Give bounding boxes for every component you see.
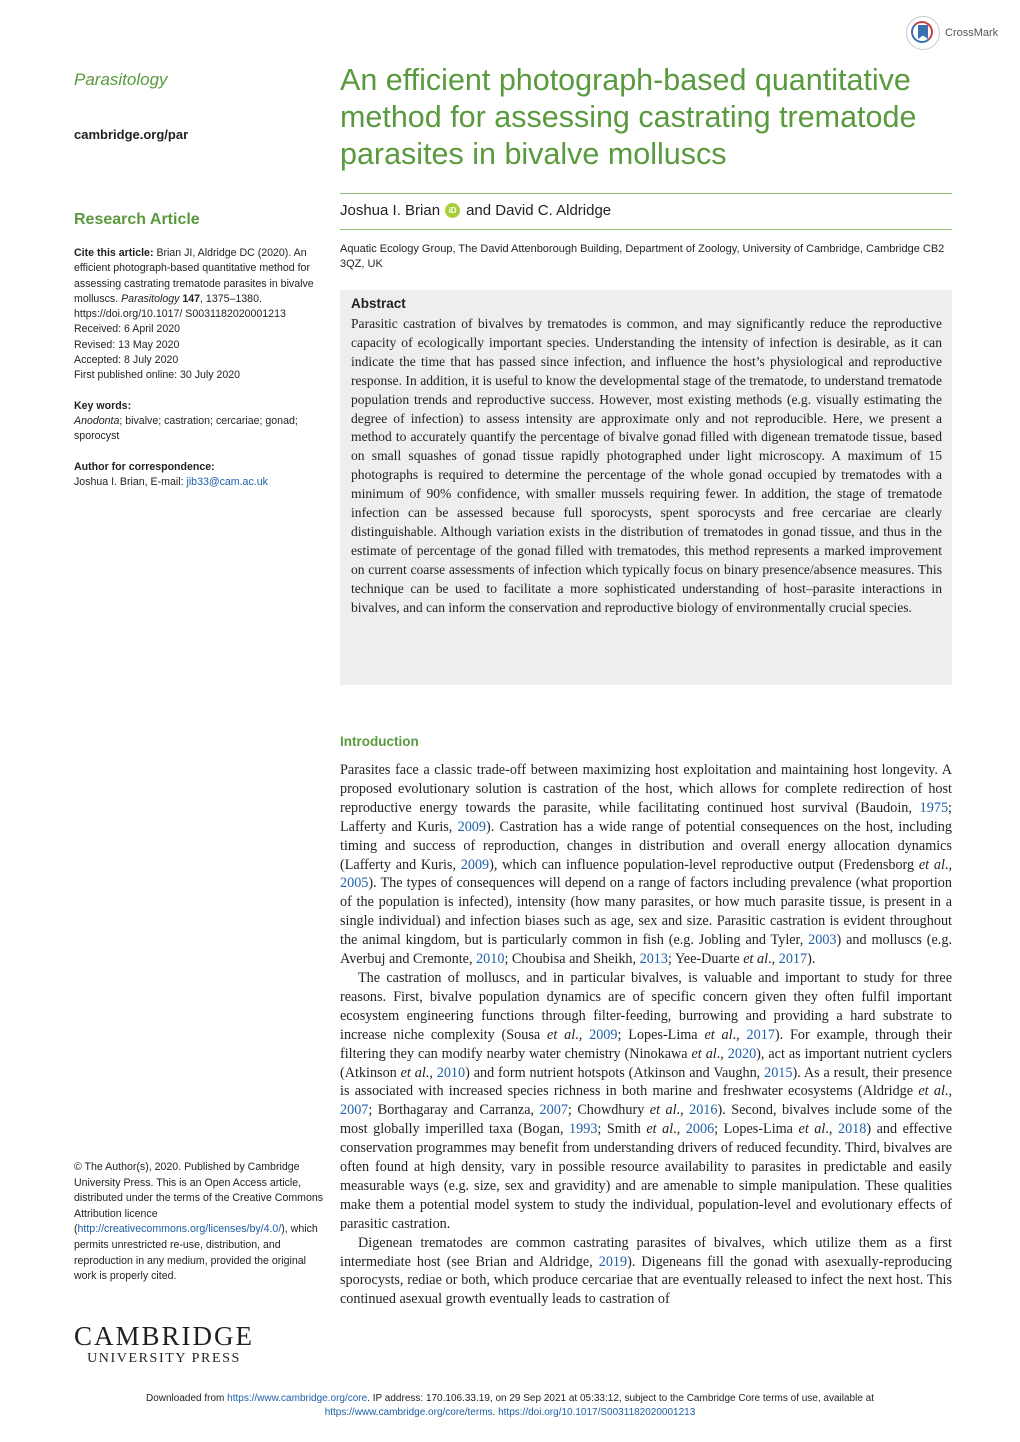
ref-link[interactable]: 2020 (727, 1045, 757, 1062)
ref-link[interactable]: 2007 (340, 1102, 369, 1119)
affiliation: Aquatic Ecology Group, The David Attenborough Building, Department of Zoology, University of Cambridge, Cambridge CB2 3QZ, UK (340, 243, 945, 270)
ref-link[interactable]: 2017 (746, 1026, 775, 1043)
crossmark-icon (906, 16, 940, 50)
ref-link[interactable]: 1993 (569, 1121, 598, 1138)
ref-link[interactable]: 2005 (340, 875, 369, 892)
ref-link[interactable]: 2019 (598, 1253, 628, 1270)
abstract-heading: Abstract (351, 296, 406, 311)
ref-link[interactable]: 2006 (685, 1121, 715, 1138)
ref-link[interactable]: 2010 (436, 1064, 466, 1081)
cite-label: Cite this article: (74, 247, 154, 259)
paragraph-2: The castration of molluscs, and in particular bivalves, is valuable and important to study for three reasons. First, bivalve population dynamics are of specific concern given they often fulfil important ecosystem engineering functions through filter-feeding, burrowing and providing a hard substrate to increase niche complexity (Sousa et al., 2009; Lopes-Lima et al., 2017). For example, through their filtering they can modify nearby water chemistry (Ninokawa et al., 2020), act as important nutrient cyclers (Atkinson et al., 2010) and form nutrient hotspots (Atkinson and Vaughn, 2015). As a result, their presence is associated with increased species richness in both marine and freshwater ecosystems (Aldridge et al., 2007; Borthagaray and Carranza, 2007; Chowdhury et al., 2016). Second, bivalves include some of the most globally imperilled taxa (Bogan, 1993; Smith et al., 2006; Lopes-Lima et al., 2018) and effective conservation programmes may benefit from understanding drivers of reduced fecundity. Third, bivalves are often found at high density, vary in possible resource availability to parasites in predictable and easily measurable ways (e.g. size, sex and gravidity) and are amenable to simple manipulation. These qualities make them a potential model system to study the individual, population-level and evolutionary effects of parasitic castration. (340, 969, 953, 1232)
section-heading-introduction: Introduction (340, 734, 419, 749)
cite-volume: 147 (182, 292, 201, 305)
cite-text: Brian JI, Aldridge DC (2020). An efficient photograph-based quantitative method for assessing castrating trematode parasites in bivalve molluscs. (74, 247, 314, 305)
keyword-anodonta: Anodonta (74, 414, 120, 427)
author-aldridge: and David C. Aldridge (466, 202, 612, 219)
keywords-label: Key words: (74, 399, 132, 412)
publisher-logo-line1: CAMBRIDGE (74, 1321, 255, 1351)
date-revised: Revised: 13 May 2020 (74, 338, 180, 351)
crossmark-label: CrossMark (945, 27, 999, 39)
correspondence-email[interactable]: jib33@cam.ac.uk (186, 475, 268, 488)
abstract-text: Parasitic castration of bivalves by trematodes is common, and may significantly reduce the reproductive capacity of ecologically important species. Understanding the intensity of infection is desirable, as it can indicate the time that has passed since infection, and influence the host’s physiological and reproductive response. In addition, it is useful to know the developmental stage of the trematode, to understand trematode population trends and reproductive success. However, most existing methods (e.g. visually estimating the degree of infection) to assess intensity are approximate only and not reproducible. Here, we present a method to accurately quantify the percentage of bivalve gonad filled with digenean trematode tissue, based on small squashes of gonad tissue rapidly photographed under light microscopy. A maximum of 15 photographs is required to determine the percentage of the whole gonad occupied by trematodes with a minimum of 90% confidence, with smaller mussels requiring fewer. In addition, the stage of trematode infection can be assessed because full sporocysts, spent sporocysts and free cercariae are clearly distinguishable. Although variation exists in the distribution of trematodes in gonad tissue, and thus in the estimate of percentage of the gonad filled with trematodes, this method represents a marked improvement on current coarse assessments of infection which typically focus on binary presence/absence measures. This technique can be used to facilitate a more sophisticated understanding of host–parasite interactions in bivalves, and can inform the conservation and reproductive biology of environmentally crucial species. (351, 316, 942, 615)
abstract-box (340, 290, 952, 685)
date-published: First published online: 30 July 2020 (74, 369, 241, 382)
publisher-logo-line2: UNIVERSITY PRESS (87, 1351, 241, 1366)
ref-link[interactable]: 2017 (778, 951, 808, 968)
keywords (74, 399, 324, 445)
journal-name: Parasitology (74, 70, 168, 89)
correspondence-label: Author for correspondence: (74, 460, 215, 473)
author-divider (340, 229, 952, 230)
author-list (340, 202, 611, 219)
paragraph-1: Parasites face a classic trade-off between maximizing host exploitation and maintaining host longevity. A proposed evolutionary solution is castration of the host, which allows for complete redirection of host reproductive energy towards the parasite, while facilitating continued host survival (Baudoin, 1975; Lafferty and Kuris, 2009). Castration has a wide range of potential consequences on the host, including timing and success of reproduction, changes in distribution and overall energy allocation dynamics (Lafferty and Kuris, 2009), which can influence population-level reproductive output (Fredensborg et al., 2005). The types of consequences will depend on a range of factors including prevalence (what proportion of the population is infected), intensity (how many parasites, or how much parasite tissue, is present in a single individual) and infection biases such as age, sex and size. Parasitic castration is evident throughout the animal kingdom, but is particularly common in fish (e.g. Jobling and Tyler, 2003) and molluscs (e.g. Averbuj and Cremonte, 2010; Choubisa and Sheikh, 2013; Yee-Duarte et al., 2017). (340, 762, 952, 968)
ref-link[interactable]: 2010 (476, 951, 505, 968)
title-divider (340, 193, 952, 194)
ref-link[interactable]: 2018 (837, 1121, 867, 1138)
citation (74, 246, 324, 322)
license-link[interactable]: http://creativecommons.org/licenses/by/4.0/ (77, 1223, 282, 1236)
ref-link[interactable]: 2009 (589, 1026, 618, 1043)
publisher-logo (74, 1322, 254, 1368)
article-title: An efficient photograph-based quantitative method for assessing castrating trematode parasites in bivalve molluscs (340, 63, 917, 171)
orcid-icon[interactable]: iD (445, 203, 460, 218)
introduction-body (340, 761, 952, 1309)
paragraph-3: Digenean trematodes are common castrating parasites of bivalves, which utilize them as a first intermediate host (see Brian and Aldridge, 2019). Digeneans fill the gonad with asexually-reproducing sporocysts, rediae or both, which produce cercariae that are eventually released to infect the next host. This continued asexual growth eventually leads to castration of (340, 1234, 952, 1308)
dates (74, 322, 324, 383)
cite-journal: Parasitology (121, 292, 180, 305)
ref-link[interactable]: 2015 (764, 1064, 793, 1081)
ref-link[interactable]: 2009 (457, 818, 486, 835)
date-received: Received: 6 April 2020 (74, 323, 181, 336)
footer-core-link[interactable]: https://www.cambridge.org/core (227, 1393, 368, 1404)
author-brian[interactable]: Joshua I. Brian (340, 202, 441, 219)
footer-doi-link[interactable]: https://doi.org/10.1017/S0031182020001213 (498, 1407, 696, 1418)
ref-link[interactable]: 2016 (689, 1102, 718, 1119)
article-type: Research Article (74, 211, 200, 228)
download-footer: Downloaded from https://www.cambridge.org/core. IP address: 170.106.33.19, on 29 Sep 2021 at 05:33:12, subject to the Cambridge Core terms of use, available at https://www.cambridge.org/core/terms. https://doi.org/10.1017/S0031182020001213 (145, 1393, 875, 1418)
date-accepted: Accepted: 8 July 2020 (74, 354, 179, 367)
license-note: © The Author(s), 2020. Published by Cambridge University Press. This is an Open Access article, distributed under the terms of the Creative Commons Attribution licence (http://creativecommons.org/licenses/by/4.0/), which permits unrestricted re-use, distribution, and reproduction in any medium, provided the original work is properly cited. (74, 1161, 324, 1283)
ref-link[interactable]: 1975 (919, 799, 949, 816)
ref-link[interactable]: 2013 (639, 951, 668, 968)
ref-link[interactable]: 2003 (808, 932, 837, 949)
correspondence (74, 460, 324, 491)
correspondence-text: Joshua I. Brian, E-mail: (74, 475, 184, 488)
footer-terms-link[interactable]: https://www.cambridge.org/core/terms (324, 1407, 493, 1418)
ref-link[interactable]: 2007 (539, 1102, 568, 1119)
crossmark-badge[interactable] (906, 16, 998, 50)
journal-url[interactable]: cambridge.org/par (74, 127, 189, 142)
cite-doi[interactable]: , 1375–1380. https://doi.org/10.1017/ S0031182020001213 (74, 292, 286, 321)
article-sidebar (74, 246, 324, 505)
ref-link[interactable]: 2009 (460, 856, 490, 873)
keywords-list: ; bivalve; castration; cercariae; gonad; sporocyst (74, 414, 298, 443)
